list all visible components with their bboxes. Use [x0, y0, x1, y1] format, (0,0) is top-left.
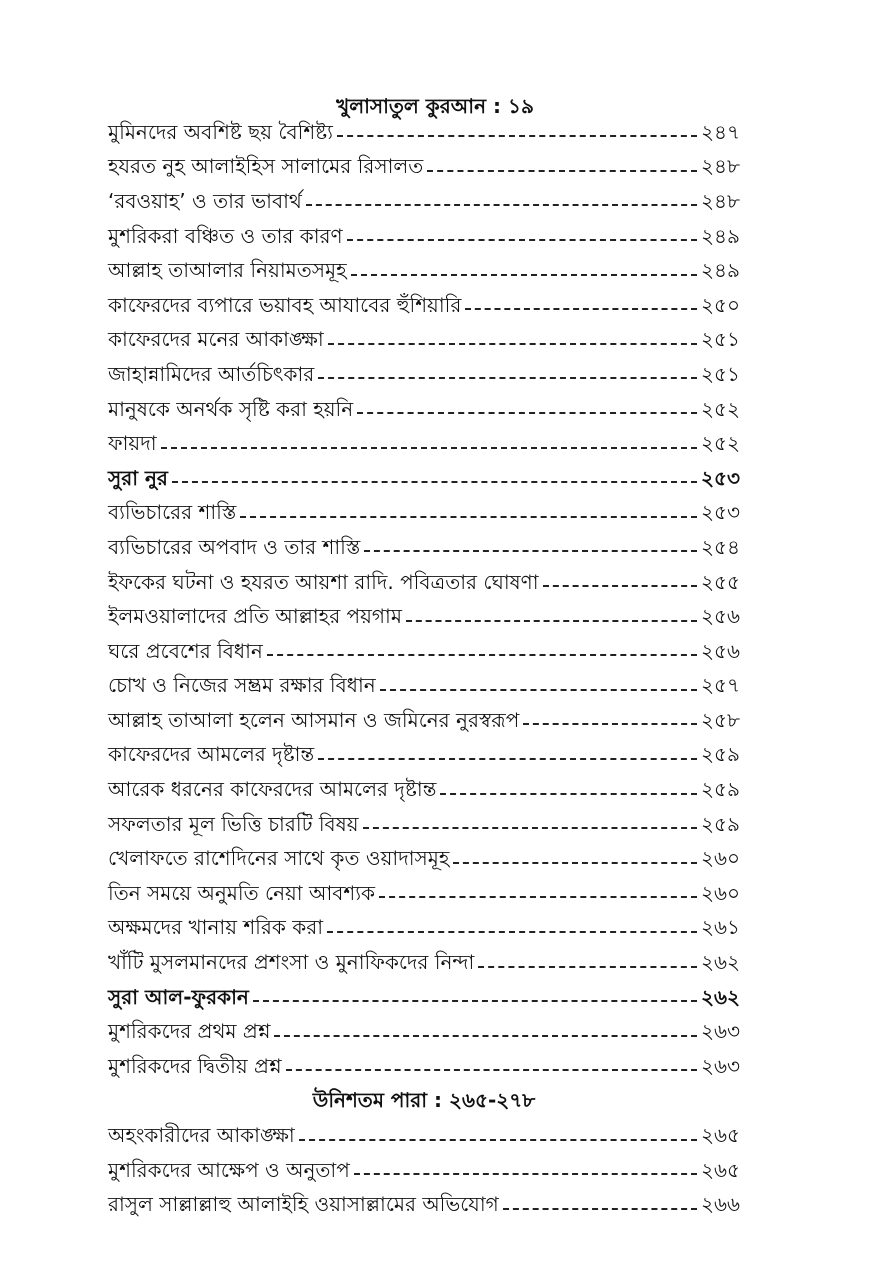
toc-entry-page: ২৬০	[700, 846, 740, 871]
dotted-leader	[357, 412, 697, 414]
toc-entry	[108, 255, 740, 290]
toc-entry-page: ২৬১	[701, 915, 740, 940]
toc-entry-title: ঘরে প্রবেশের বিধান	[108, 638, 263, 663]
toc-entry-title: সুরা নুর	[108, 465, 168, 490]
toc-entry-title: মানুষকে অনর্থক সৃষ্টি করা হয়নি	[108, 396, 354, 421]
toc-group-b	[108, 1120, 740, 1224]
toc-entry-page: ২৪৮	[701, 188, 740, 213]
toc-entry-page: ২৫৬	[701, 604, 740, 629]
toc-entry	[108, 1189, 740, 1224]
toc-entry-page: ২৪৯	[701, 223, 740, 248]
toc-entry	[108, 1051, 740, 1086]
toc-entry-title: সফলতার মূল ভিত্তি চারটি বিষয়	[108, 811, 359, 836]
toc-entry	[108, 705, 740, 740]
toc-entry-page: ২৬৫	[701, 1157, 740, 1182]
dotted-leader	[267, 654, 697, 656]
toc-entry	[108, 1155, 740, 1190]
toc-entry-page: ২৫১	[701, 361, 740, 386]
toc-entry-page: ২৫৯	[701, 742, 740, 767]
dotted-leader	[351, 274, 697, 276]
toc-entry-title: আল্লাহ তাআলার নিয়ামতসমূহ	[108, 258, 347, 283]
dotted-leader	[299, 1139, 697, 1141]
dotted-leader	[306, 204, 697, 206]
toc-entry-title: কাফেরদের আমলের দৃষ্টান্ত	[108, 742, 315, 767]
toc-entry-title: ফায়দা	[108, 431, 157, 456]
toc-entry-title: ‘রবওয়াহ’ ও তার ভাবার্থ	[108, 188, 302, 213]
toc-entry-page: ২৬৬	[700, 1192, 740, 1217]
dotted-leader	[440, 793, 697, 795]
dotted-leader	[161, 447, 697, 449]
toc-entry	[108, 913, 740, 948]
dotted-leader	[354, 1173, 697, 1175]
toc-entry	[108, 359, 740, 394]
toc-entry	[108, 774, 740, 809]
toc-entry-title: তিন সময়ে অনুমতি নেয়া আবশ্যক	[108, 880, 376, 905]
toc-entry-page: ২৫১	[701, 327, 740, 352]
dotted-leader	[406, 620, 697, 622]
toc-entry	[108, 221, 740, 256]
dotted-leader	[427, 170, 697, 172]
toc-entry-page: ২৫৩	[701, 500, 740, 525]
toc-entry-title: ইলমওয়ালাদের প্রতি আল্লাহর পয়গাম	[108, 604, 402, 629]
toc-entry-page: ২৫৭	[701, 673, 740, 698]
toc-entry-page: ২৫৪	[701, 534, 740, 559]
toc-entry-title: রাসুল সাল্লাল্লাহু আলাইহি ওয়াসাল্লামের অভিযোগ	[108, 1192, 499, 1217]
toc-entry-page: ২৬০	[700, 880, 740, 905]
dotted-leader	[347, 239, 697, 241]
toc-group-a	[108, 117, 740, 1086]
toc-entry-title: মুশরিকদের আক্ষেপ ও অনুতাপ	[108, 1157, 350, 1182]
toc-entry-page: ২৬৩	[700, 1053, 740, 1078]
dotted-leader	[274, 1035, 697, 1037]
toc-entry	[108, 325, 740, 360]
dotted-leader	[364, 550, 697, 552]
dotted-leader	[453, 862, 697, 864]
toc-entry-title: আল্লাহ তাআলা হলেন আসমান ও জমিনের নুরস্বরূপ	[108, 707, 520, 732]
running-header: খুলাসাতুল কুরআন : ১৯	[336, 94, 534, 118]
dotted-leader	[363, 827, 698, 829]
toc-entry-title: জাহান্নামিদের আর্তচিৎকার	[108, 361, 315, 386]
toc-entry	[108, 636, 740, 671]
toc-entry-page: ২৫২	[701, 396, 740, 421]
toc-entry-title: মুশরিকরা বঞ্চিত ও তার কারণ	[108, 223, 343, 248]
toc-entry-page: ২৫২	[701, 431, 740, 456]
dotted-leader	[380, 689, 697, 691]
dotted-leader	[523, 723, 697, 725]
toc-entry-page: ২৫৯	[701, 777, 740, 802]
toc-entry	[108, 498, 740, 533]
toc-entry	[108, 740, 740, 775]
toc-entry-page: ২৬২	[700, 984, 740, 1009]
toc-entry-title: ব্যভিচারের অপবাদ ও তার শাস্তি	[108, 534, 361, 559]
toc-entry	[108, 290, 740, 325]
toc-entry	[108, 1120, 740, 1155]
toc-entry	[108, 186, 740, 221]
toc-entry	[108, 601, 740, 636]
toc-entry-page: ২৪৮	[701, 154, 740, 179]
toc-entry	[108, 809, 740, 844]
toc-entry	[108, 671, 740, 706]
toc-entry-title: অহংকারীদের আকাঙ্ক্ষা	[108, 1123, 295, 1148]
toc-entry-title: মুশরিকদের দ্বিতীয় প্রশ্ন	[108, 1053, 282, 1078]
toc-entry-title: মুমিনদের অবশিষ্ট ছয় বৈশিষ্ট্য	[108, 119, 333, 144]
toc-entry-title: অক্ষমদের খানায় শরিক করা	[108, 915, 324, 940]
dotted-leader	[379, 896, 697, 898]
dotted-leader	[240, 516, 697, 518]
dotted-leader	[328, 343, 697, 345]
toc-entry-page: ২৫০	[701, 292, 740, 317]
toc-entry-page: ২৫৫	[701, 569, 740, 594]
toc-entry-title: ব্যভিচারের শাস্তি	[108, 500, 237, 525]
toc-entry-title: আরেক ধরনের কাফেরদের আমলের দৃষ্টান্ত	[108, 777, 437, 802]
toc-entry-title: মুশরিকদের প্রথম প্রশ্ন	[108, 1019, 271, 1044]
toc-entry	[108, 394, 740, 429]
toc-entry-title: কাফেরদের মনের আকাঙ্ক্ষা	[108, 327, 324, 352]
toc-entry-title: ইফকের ঘটনা ও হযরত আয়শা রাদি. পবিত্রতার ঘোষণা	[108, 569, 539, 594]
table-of-contents	[108, 117, 740, 1224]
dotted-leader	[318, 758, 697, 760]
dotted-leader	[337, 135, 697, 137]
toc-entry	[108, 428, 740, 463]
dotted-leader	[478, 966, 697, 968]
toc-entry-page: ২৬৩	[700, 1019, 740, 1044]
section-heading: উনিশতম পারা : ২৬৫-২৭৮	[312, 1088, 536, 1113]
toc-entry	[108, 1016, 740, 1051]
toc-entry-page: ২৫৩	[701, 465, 740, 490]
toc-entry-title: খাঁটি মুসলমানদের প্রশংসা ও মুনাফিকদের নিন্দা	[108, 950, 475, 975]
dotted-leader	[503, 1208, 697, 1210]
toc-entry	[108, 947, 740, 982]
toc-entry-page: ২৬২	[700, 950, 740, 975]
toc-entry	[108, 843, 740, 878]
toc-entry	[108, 878, 740, 913]
toc-entry	[108, 117, 740, 152]
dotted-leader	[465, 308, 697, 310]
dotted-leader	[253, 1000, 697, 1002]
toc-entry-page: ২৬৫	[701, 1123, 740, 1148]
dotted-leader	[543, 585, 697, 587]
toc-entry-title: হযরত নুহ আলাইহিস সালামের রিসালত	[108, 154, 424, 179]
toc-entry-page: ২৫৮	[701, 707, 740, 732]
toc-entry-title: কাফেরদের ব্যপারে ভয়াবহ আযাবের হুঁশিয়ারি	[108, 292, 462, 317]
toc-entry-title: চোখ ও নিজের সম্ভ্রম রক্ষার বিধান	[108, 673, 376, 698]
toc-entry-page: ২৪৯	[701, 258, 740, 283]
toc-entry-page: ২৫৬	[701, 638, 740, 663]
toc-entry	[108, 982, 740, 1017]
dotted-leader	[327, 931, 697, 933]
toc-entry-page: ২৫৯	[701, 811, 740, 836]
toc-entry-title: সুরা আল-ফুরকান	[108, 984, 249, 1009]
toc-entry-page: ২৪৭	[701, 119, 740, 144]
toc-entry	[108, 567, 740, 602]
toc-entry	[108, 463, 740, 498]
dotted-leader	[286, 1069, 697, 1071]
toc-entry-title: খেলাফতে রাশেদিনের সাথে কৃত ওয়াদাসমূহ	[108, 846, 450, 871]
toc-entry	[108, 152, 740, 187]
dotted-leader	[172, 481, 697, 483]
toc-entry	[108, 532, 740, 567]
dotted-leader	[318, 377, 697, 379]
